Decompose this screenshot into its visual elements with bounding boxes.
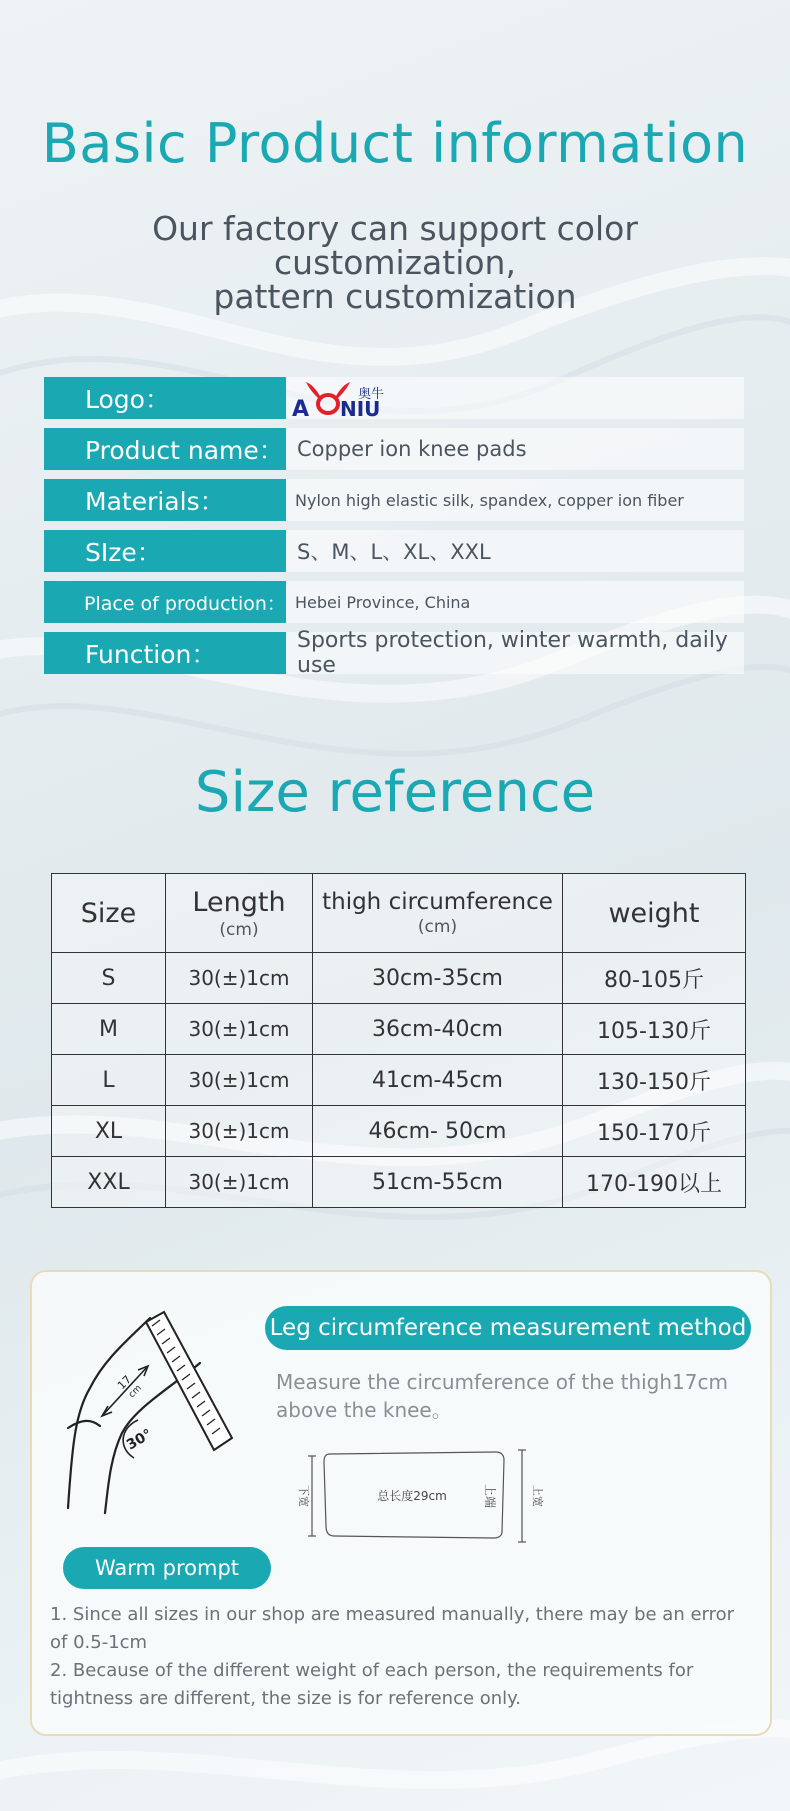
size-reference-title: Size reference (194, 760, 596, 825)
table-header-row (52, 874, 746, 953)
cell-weight: 105-130斤 (563, 1004, 746, 1055)
cell-thigh: 51cm-55cm (313, 1157, 563, 1208)
header-weight: weight (563, 874, 746, 953)
cell-thigh: 46cm- 50cm (313, 1106, 563, 1157)
logo-chinese-text: 奥牛 (358, 387, 385, 402)
table-row (52, 1106, 746, 1157)
pad-bottom-width-label: 下宽 (297, 1485, 310, 1507)
cell-size: XL (52, 1106, 166, 1157)
logo-letters-niu: NIU (340, 397, 381, 418)
info-label: Materials： (44, 479, 286, 521)
cell-weight: 170-190以上 (563, 1157, 746, 1208)
warm-prompt-title: Warm prompt (63, 1547, 271, 1589)
cell-thigh: 30cm-35cm (313, 953, 563, 1004)
info-value: S、M、L、XL、XXL (286, 530, 744, 572)
knee-angle-label: 30° (124, 1426, 155, 1454)
cell-size: L (52, 1055, 166, 1106)
warm-prompt-notes (50, 1601, 750, 1713)
info-value: Copper ion knee pads (286, 428, 744, 470)
info-label: SIze： (44, 530, 286, 572)
info-label: Logo： (44, 377, 286, 419)
cell-size: XXL (52, 1157, 166, 1208)
info-label: Function： (44, 632, 286, 674)
size-reference-table (51, 873, 746, 1208)
table-row (52, 1004, 746, 1055)
subtitle-line-2: pattern customization (213, 277, 577, 316)
cell-length: 30(±)1cm (166, 1004, 313, 1055)
header-length-unit: (cm) (219, 919, 259, 940)
knee-distance-label: 17 (114, 1373, 135, 1393)
warm-prompt-note-2: 2. Because of the different weight of each person, the requirements for tightness are different, the size is for reference only. (50, 1660, 694, 1709)
pad-top-width-label: 上宽 (531, 1485, 544, 1507)
info-row-product-name (44, 428, 744, 470)
knee-measurement-illustration (60, 1308, 240, 1518)
table-row (52, 1055, 746, 1106)
cell-length: 30(±)1cm (166, 1055, 313, 1106)
header-length (166, 874, 313, 953)
header-thigh (313, 874, 563, 953)
table-row (52, 1157, 746, 1208)
table-row (52, 953, 746, 1004)
knee-pad-diagram (290, 1446, 550, 1546)
measurement-description: Measure the circumference of the thigh17cm above the knee。 (276, 1370, 728, 1422)
info-row-size (44, 530, 744, 572)
cell-length: 30(±)1cm (166, 953, 313, 1004)
header-length-label: Length (192, 886, 286, 918)
info-value: Hebei Province, China (286, 581, 744, 623)
header-size: Size (52, 874, 166, 953)
subtitle-line-1: Our factory can support color customization, (152, 209, 638, 282)
cell-weight: 150-170斤 (563, 1106, 746, 1157)
info-value: Sports protection, winter warmth, daily use (286, 632, 744, 674)
bull-horns-logo-icon (292, 382, 432, 418)
product-info-table (44, 377, 744, 683)
cell-size: M (52, 1004, 166, 1055)
pad-total-length-label: 总长度29cm (377, 1489, 447, 1503)
cell-size: S (52, 953, 166, 1004)
warm-prompt-note-1: 1. Since all sizes in our shop are measured manually, there may be an error of 0.5-1cm (50, 1604, 735, 1653)
logo-letter-a: A (292, 397, 310, 418)
info-row-materials (44, 479, 744, 521)
cell-weight: 80-105斤 (563, 953, 746, 1004)
info-label: Place of production： (44, 581, 286, 623)
header-thigh-unit: (cm) (417, 917, 458, 937)
cell-weight: 130-150斤 (563, 1055, 746, 1106)
cell-length: 30(±)1cm (166, 1106, 313, 1157)
header-thigh-label: thigh circumference (322, 889, 553, 915)
knee-distance-unit: cm (127, 1383, 144, 1401)
leg-measurement-title: Leg circumference measurement method (265, 1306, 751, 1350)
info-row-place-of-production (44, 581, 744, 623)
info-row-function (44, 628, 744, 678)
page-title: Basic Product information (41, 112, 749, 175)
info-label: Product name： (44, 428, 286, 470)
cell-thigh: 41cm-45cm (313, 1055, 563, 1106)
info-value: Nylon high elastic silk, spandex, copper ion fiber (286, 479, 744, 521)
page-subtitle (30, 209, 760, 316)
pad-top-end-label: 上端 (483, 1483, 497, 1509)
cell-thigh: 36cm-40cm (313, 1004, 563, 1055)
cell-length: 30(±)1cm (166, 1157, 313, 1208)
